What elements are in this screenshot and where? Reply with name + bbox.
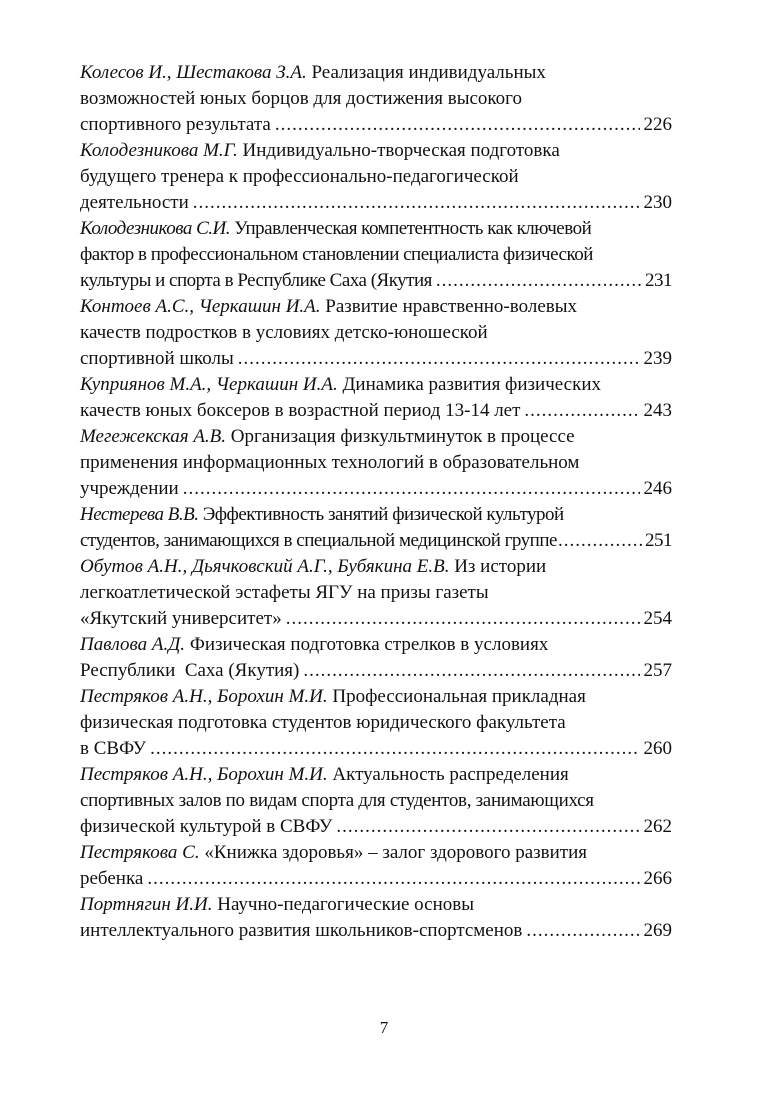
dot-leader <box>436 268 641 294</box>
toc-entry-page-number: 254 <box>643 608 672 629</box>
dot-leader <box>558 528 644 554</box>
toc-entry-title: Управленческая компетентность как ключевой <box>234 218 592 239</box>
dot-leader <box>303 658 639 684</box>
toc-entry-title-end: ребенка <box>80 868 144 889</box>
toc-entry-page-number: 226 <box>643 114 672 135</box>
toc-entry-title: Индивидуально-творческая подготовка <box>242 140 560 161</box>
toc-entry-first-line <box>80 684 672 710</box>
toc-entry-title: Профессиональная прикладная <box>332 686 586 707</box>
toc-entry-last-line <box>80 918 672 944</box>
toc-entry-page-number: 243 <box>643 400 672 421</box>
toc-entry <box>80 554 672 632</box>
toc-entry-title-line: возможностей юных борцов для достижения высокого <box>80 88 522 109</box>
toc-entry-last-line <box>80 814 672 840</box>
dot-leader <box>147 866 639 892</box>
toc-entry <box>80 502 672 554</box>
toc-entry-authors: Колесов И., Шестакова З.А. <box>80 62 307 83</box>
toc-entry-title: Динамика развития физических <box>342 374 602 395</box>
toc-entry-title-line: физическая подготовка студентов юридического факультета <box>80 712 566 733</box>
toc-entry-title: Актуальность распределения <box>332 764 569 785</box>
toc-entry-title-end: качеств юных боксеров в возрастной период 13-14 лет <box>80 400 521 421</box>
toc-entry-first-line <box>80 138 672 164</box>
toc-entry-authors: Обутов А.Н., Дьячковский А.Г., Бубякина Е.В. <box>80 556 450 577</box>
toc-entry-first-line <box>80 216 672 242</box>
toc-entry-title-end: учреждении <box>80 478 179 499</box>
dot-leader <box>524 398 639 424</box>
toc-entry <box>80 684 672 762</box>
toc-entry-page-number: 231 <box>645 270 672 291</box>
toc-entry-page-number: 251 <box>645 530 672 551</box>
toc-entry-page-number: 266 <box>643 868 672 889</box>
toc-entry <box>80 840 672 892</box>
toc-entry-title-end: Республики Саха (Якутия) <box>80 660 300 681</box>
toc-entry <box>80 372 672 424</box>
toc-entry-title: «Книжка здоровья» – залог здорового развития <box>204 842 587 863</box>
toc-entry <box>80 424 672 502</box>
toc-entry <box>80 138 672 216</box>
toc-entry-first-line <box>80 632 672 658</box>
toc-entry-title: Организация физкультминуток в процессе <box>230 426 575 447</box>
table-of-contents <box>80 60 672 944</box>
toc-entry-authors: Нестерева В.В. <box>80 504 199 525</box>
toc-entry-page-number: 239 <box>643 348 672 369</box>
toc-entry-first-line <box>80 424 672 450</box>
toc-entry-last-line <box>80 190 672 216</box>
toc-entry-first-line <box>80 502 672 528</box>
toc-entry-page-number: 230 <box>643 192 672 213</box>
toc-entry-last-line <box>80 528 672 554</box>
toc-entry-first-line <box>80 372 672 398</box>
toc-entry-title-line: применения информационных технологий в образовательном <box>80 452 580 473</box>
toc-entry-title-end: интеллектуального развития школьников-спортсменов <box>80 920 523 941</box>
toc-entry-page-number: 269 <box>643 920 672 941</box>
toc-entry <box>80 216 672 294</box>
toc-entry-page-number: 262 <box>643 816 672 837</box>
toc-entry-last-line <box>80 112 672 138</box>
toc-entry-first-line <box>80 840 672 866</box>
toc-entry <box>80 892 672 944</box>
toc-entry-last-line <box>80 606 672 632</box>
toc-entry-title: Реализация индивидуальных <box>311 62 546 83</box>
page-number: 7 <box>379 1018 389 1037</box>
toc-entry-title-line: фактор в профессиональном становлении специалиста физической <box>80 244 593 265</box>
dot-leader <box>150 736 639 762</box>
toc-entry-title: Научно-педагогические основы <box>217 894 474 915</box>
toc-entry-authors: Пестряков А.Н., Борохин М.И. <box>80 686 328 707</box>
toc-entry-last-line <box>80 736 672 762</box>
toc-entry-authors: Пестряков А.Н., Борохин М.И. <box>80 764 328 785</box>
toc-entry-page-number: 260 <box>643 738 672 759</box>
dot-leader <box>183 476 640 502</box>
toc-entry-last-line <box>80 398 672 424</box>
dot-leader <box>286 606 640 632</box>
toc-entry-title-line: будущего тренера к профессионально-педагогической <box>80 166 519 187</box>
toc-entry-last-line <box>80 866 672 892</box>
toc-entry-authors: Контоев А.С., Черкашин И.А. <box>80 296 321 317</box>
toc-entry <box>80 60 672 138</box>
toc-entry-first-line <box>80 294 672 320</box>
toc-entry-authors: Портнягин И.И. <box>80 894 213 915</box>
toc-entry-title-end: в СВФУ <box>80 738 147 759</box>
toc-entry-authors: Колодезникова С.И. <box>80 218 230 239</box>
dot-leader <box>193 190 640 216</box>
dot-leader <box>275 112 640 138</box>
toc-entry-title: Из истории <box>454 556 547 577</box>
dot-leader <box>336 814 639 840</box>
toc-entry-title-line: качеств подростков в условиях детско-юношеской <box>80 322 488 343</box>
toc-entry-authors: Мегежекская А.В. <box>80 426 227 447</box>
toc-entry-page-number: 246 <box>643 478 672 499</box>
toc-entry-title-end: деятельности <box>80 192 189 213</box>
toc-entry-first-line <box>80 60 672 86</box>
toc-entry-first-line <box>80 554 672 580</box>
dot-leader <box>526 918 639 944</box>
toc-entry-title: Эффективность занятий физической культурой <box>202 504 564 525</box>
toc-entry-first-line <box>80 892 672 918</box>
toc-entry <box>80 762 672 840</box>
toc-entry-title-end: «Якутский университет» <box>80 608 282 629</box>
toc-entry-last-line <box>80 658 672 684</box>
toc-entry-authors: Павлова А.Д. <box>80 634 186 655</box>
toc-entry-last-line <box>80 476 672 502</box>
toc-entry-title-end: спортивной школы <box>80 348 234 369</box>
toc-entry-title-end: студентов, занимающихся в специальной медицинской группе <box>80 530 557 551</box>
toc-entry <box>80 294 672 372</box>
toc-entry-authors: Колодезникова М.Г. <box>80 140 238 161</box>
dot-leader <box>238 346 640 372</box>
toc-entry-title-end: спортивного результата <box>80 114 271 135</box>
toc-entry-title-end: физической культурой в СВФУ <box>80 816 333 837</box>
toc-entry-last-line <box>80 346 672 372</box>
toc-entry-title-line: легкоатлетической эстафеты ЯГУ на призы газеты <box>80 582 489 603</box>
toc-entry-title-line: спортивных залов по видам спорта для студентов, занимающихся <box>80 790 594 811</box>
toc-entry-authors: Куприянов М.А., Черкашин И.А. <box>80 374 338 395</box>
toc-entry-authors: Пестрякова С. <box>80 842 200 863</box>
toc-entry-page-number: 257 <box>643 660 672 681</box>
toc-entry-title: Развитие нравственно-волевых <box>325 296 577 317</box>
toc-entry-first-line <box>80 762 672 788</box>
toc-entry-last-line <box>80 268 672 294</box>
toc-entry-title-end: культуры и спорта в Республике Саха (Якутия <box>80 270 432 291</box>
toc-entry <box>80 632 672 684</box>
toc-entry-title: Физическая подготовка стрелков в условиях <box>189 634 549 655</box>
